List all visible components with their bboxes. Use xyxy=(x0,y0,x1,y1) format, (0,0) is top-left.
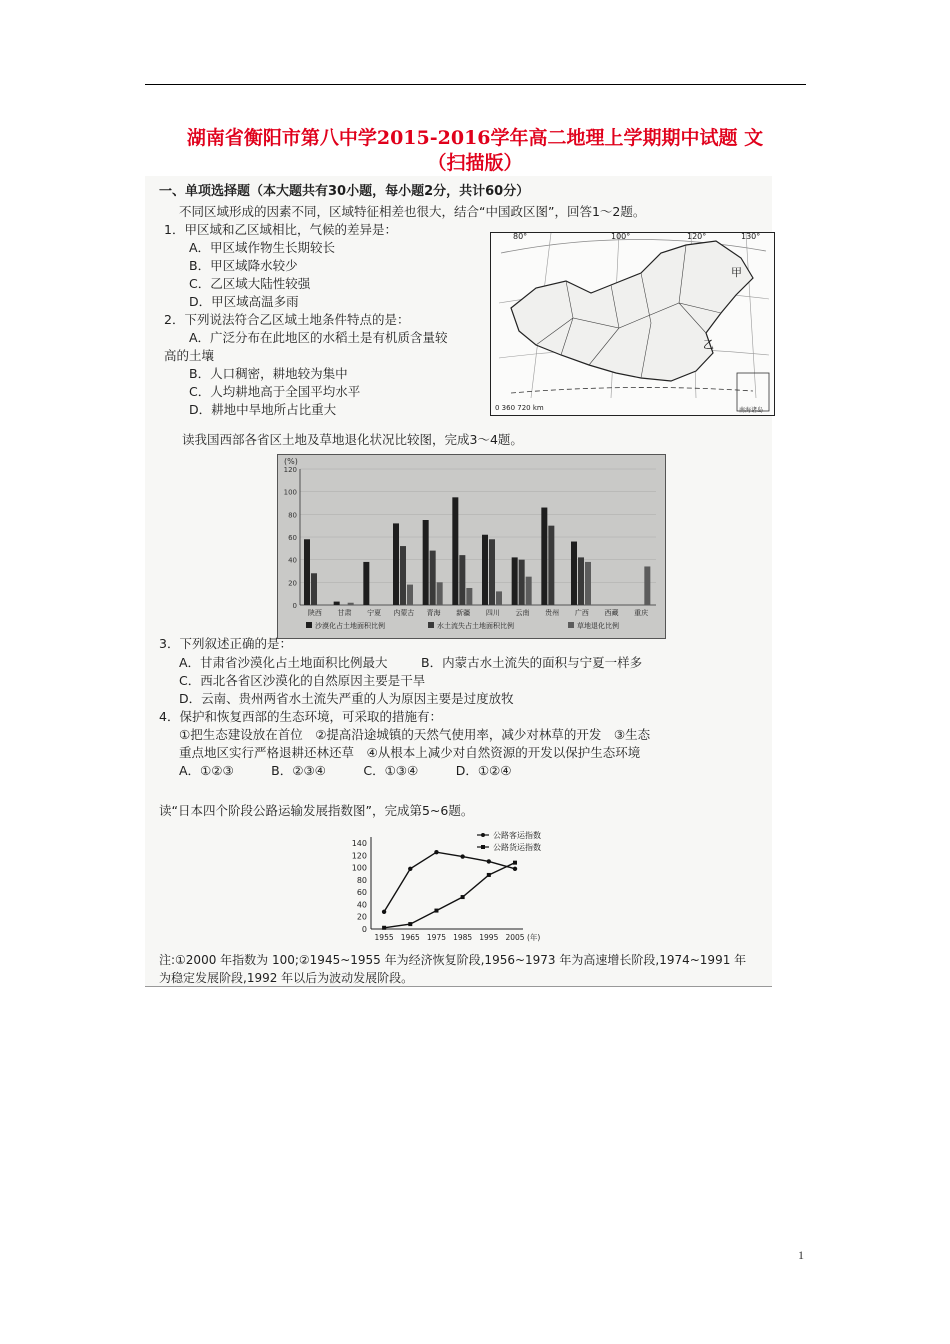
q1-option-d: D．甲区域高温多雨 xyxy=(189,294,299,309)
bar-chart-ytick: 100 xyxy=(283,488,297,497)
bar-legend-swatch xyxy=(568,622,574,628)
bar xyxy=(304,539,310,605)
q4-options: A．①②③ B．②③④ C．①③④ D．①②④ xyxy=(179,763,512,778)
legend-passenger-label: 公路客运指数 xyxy=(493,831,541,840)
bar xyxy=(548,526,554,605)
map-lon-80: 80° xyxy=(513,232,528,241)
line-chart-xtick: 1955 xyxy=(374,933,394,942)
map-lon-120: 120° xyxy=(687,232,707,241)
bar xyxy=(430,551,436,605)
bar-chart-ylabel: (%) xyxy=(284,457,298,466)
bar-legend-label: 沙漠化占土地面积比例 xyxy=(315,622,385,630)
freight-index-line xyxy=(384,863,515,928)
line-chart-svg xyxy=(345,827,575,951)
q4-line-2: 重点地区实行严格退耕还林还草 ④从根本上减少对自然资源的开发以保护生态环境 xyxy=(179,745,641,760)
japan-road-transport-chart xyxy=(345,827,575,951)
bar-chart-category-label: 重庆 xyxy=(634,609,649,617)
bar-chart-ytick: 120 xyxy=(283,466,297,474)
bar-chart-category-label: 内蒙古 xyxy=(393,609,415,617)
bar xyxy=(407,585,413,605)
bar xyxy=(311,573,317,605)
freight-index-point xyxy=(487,873,491,877)
bar-chart-category-label: 贵州 xyxy=(545,609,560,617)
section-intro: 不同区域形成的因素不同，区域特征相差也很大，结合“中国政区图”，回答1～2题。 xyxy=(179,204,646,219)
bar xyxy=(519,560,525,605)
china-political-map xyxy=(490,232,775,416)
line-chart-xtick: 1995 xyxy=(479,933,499,942)
map-region-yi: 乙 xyxy=(703,338,714,351)
bar-chart-svg xyxy=(278,455,665,638)
freight-index-point xyxy=(382,926,386,930)
bar-legend-swatch xyxy=(428,622,434,628)
bar xyxy=(393,523,399,605)
q1-option-c: C．乙区域大陆性较强 xyxy=(189,276,311,291)
q2-option-d: D．耕地中旱地所占比重大 xyxy=(189,402,337,417)
bar xyxy=(571,542,577,605)
q3-stem: 3．下列叙述正确的是： xyxy=(159,636,292,651)
map-lon-100: 100° xyxy=(611,232,631,241)
bar xyxy=(348,603,354,605)
note-line-2: 为稳定发展阶段,1992 年以后为波动发展阶段。 xyxy=(159,971,414,985)
bar xyxy=(482,535,488,605)
q2-option-c: C．人均耕地高于全国平均水平 xyxy=(189,384,361,399)
q2-option-a: A．广泛分布在此地区的水稻土是有机质含量较 xyxy=(189,330,448,345)
freight-index-point xyxy=(461,895,465,899)
bar-chart-category-label: 甘肃 xyxy=(337,609,352,617)
section-heading: 一、单项选择题（本大题共有30小题，每小题2分，共计60分） xyxy=(159,184,530,199)
bar xyxy=(363,562,369,605)
header-rule xyxy=(145,84,806,85)
page-number: 1 xyxy=(798,1248,804,1262)
q4-line-1: ①把生态建设放在首位 ②提高沿途城镇的天然气使用率，减少对林草的开发 ③生态 xyxy=(179,727,651,742)
line-chart-ytick: 20 xyxy=(356,912,367,922)
bar-legend-label: 水土流失占土地面积比例 xyxy=(437,622,514,630)
bar xyxy=(541,508,547,605)
bar-chart-ytick: 60 xyxy=(288,534,297,542)
bar-chart-category-label: 陕西 xyxy=(307,609,322,617)
line-chart-ytick: 80 xyxy=(356,875,367,885)
passenger-index-point xyxy=(460,854,464,858)
bar-chart-ytick: 20 xyxy=(288,579,297,588)
q3-option-b: B．内蒙古水土流失的面积与宁夏一样多 xyxy=(421,655,643,670)
bar-chart-ytick: 0 xyxy=(292,602,297,610)
passenger-index-point xyxy=(513,867,517,871)
bar xyxy=(466,588,472,605)
line-chart-xlabel: (年) xyxy=(527,933,541,942)
map-scale: 0 360 720 km xyxy=(495,404,544,412)
passenger-index-point xyxy=(382,910,386,914)
line-chart-ytick: 40 xyxy=(356,900,367,910)
q1-option-b: B．甲区域降水较少 xyxy=(189,258,298,273)
line-chart-ytick: 0 xyxy=(361,925,367,934)
line-chart-ytick: 120 xyxy=(351,851,367,861)
freight-index-point xyxy=(513,861,517,865)
bar-chart-ytick: 80 xyxy=(288,511,297,520)
west-land-degradation-chart xyxy=(277,454,666,639)
bar xyxy=(437,582,443,605)
line-chart-xtick: 1975 xyxy=(426,933,447,942)
bar-chart-category-label: 云南 xyxy=(515,609,530,617)
legend-passenger-marker xyxy=(481,833,485,837)
bar-chart-category-label: 西藏 xyxy=(604,609,619,617)
bar-chart-category-label: 四川 xyxy=(485,609,500,617)
q1-stem: 1．甲区域和乙区域相比，气候的差异是： xyxy=(164,222,397,237)
read-34-prompt: 读我国西部各省区土地及草地退化状况比较图，完成3～4题。 xyxy=(182,432,523,447)
bar xyxy=(334,602,340,605)
passenger-index-line xyxy=(384,852,515,912)
bar-legend-swatch xyxy=(306,622,312,628)
legend-freight-marker xyxy=(481,845,485,849)
bar xyxy=(400,546,406,605)
bar xyxy=(489,539,495,605)
passenger-index-point xyxy=(487,859,491,863)
bar-chart-category-label: 广西 xyxy=(574,609,589,617)
read-56-prompt: 读“日本四个阶段公路运输发展指数图”，完成第5~6题。 xyxy=(159,803,474,818)
bar-chart-category-label: 宁夏 xyxy=(367,609,382,617)
document-title xyxy=(140,126,810,176)
bar xyxy=(496,591,502,605)
bar-chart-category-label: 青海 xyxy=(426,609,441,617)
bar-legend-label: 草地退化比例 xyxy=(577,622,619,630)
q2-option-a-cont: 高的土壤 xyxy=(164,348,215,363)
q3-option-c: C．西北各省区沙漠化的自然原因主要是干旱 xyxy=(179,673,426,688)
q1-option-a: A．甲区域作物生长期较长 xyxy=(189,240,336,255)
line-chart-xtick: 1985 xyxy=(453,933,473,942)
bar xyxy=(644,566,650,605)
q3-option-a: A．甘肃省沙漠化占土地面积比例最大 xyxy=(179,655,388,670)
bar-chart-category-label: 新疆 xyxy=(456,609,471,617)
line-chart-ytick: 60 xyxy=(356,888,367,898)
bar xyxy=(585,562,591,605)
bar xyxy=(526,577,532,605)
map-inset-label: 南海诸岛 xyxy=(739,407,764,414)
q4-stem: 4．保护和恢复西部的生态环境，可采取的措施有： xyxy=(159,709,442,724)
bar xyxy=(459,555,465,605)
legend-freight-label: 公路货运指数 xyxy=(493,843,541,852)
line-chart-ytick: 140 xyxy=(351,839,367,848)
bar xyxy=(578,557,584,605)
map-lon-130: 130° xyxy=(741,232,761,241)
line-chart-xtick: 2005 xyxy=(505,933,525,942)
bar xyxy=(452,497,458,605)
title-line-2: （扫描版） xyxy=(427,152,523,174)
line-chart-ytick: 100 xyxy=(351,863,367,873)
passenger-index-point xyxy=(408,867,412,871)
note-line-1: 注:①2000 年指数为 100;②1945~1955 年为经济恢复阶段,1956~1973 年为高速增长阶段,1974~1991 年 xyxy=(159,953,747,967)
q3-option-d: D．云南、贵州两省水土流失严重的人为原因主要是过度放牧 xyxy=(179,691,514,706)
q2-stem: 2．下列说法符合乙区域土地条件特点的是： xyxy=(164,312,410,327)
bar-chart-ytick: 40 xyxy=(288,556,297,565)
scanned-exam-page xyxy=(145,176,772,987)
freight-index-point xyxy=(434,909,438,913)
china-map-graphic xyxy=(491,233,774,415)
bar xyxy=(512,557,518,605)
bar xyxy=(423,520,429,605)
map-region-jia: 甲 xyxy=(731,266,742,279)
title-line-1: 湖南省衡阳市第八中学2015-2016学年高二地理上学期期中试题 文 xyxy=(186,127,764,149)
line-chart-xtick: 1965 xyxy=(400,933,420,942)
q2-option-b: B．人口稠密，耕地较为集中 xyxy=(189,366,348,381)
freight-index-point xyxy=(408,922,412,926)
passenger-index-point xyxy=(434,850,438,854)
